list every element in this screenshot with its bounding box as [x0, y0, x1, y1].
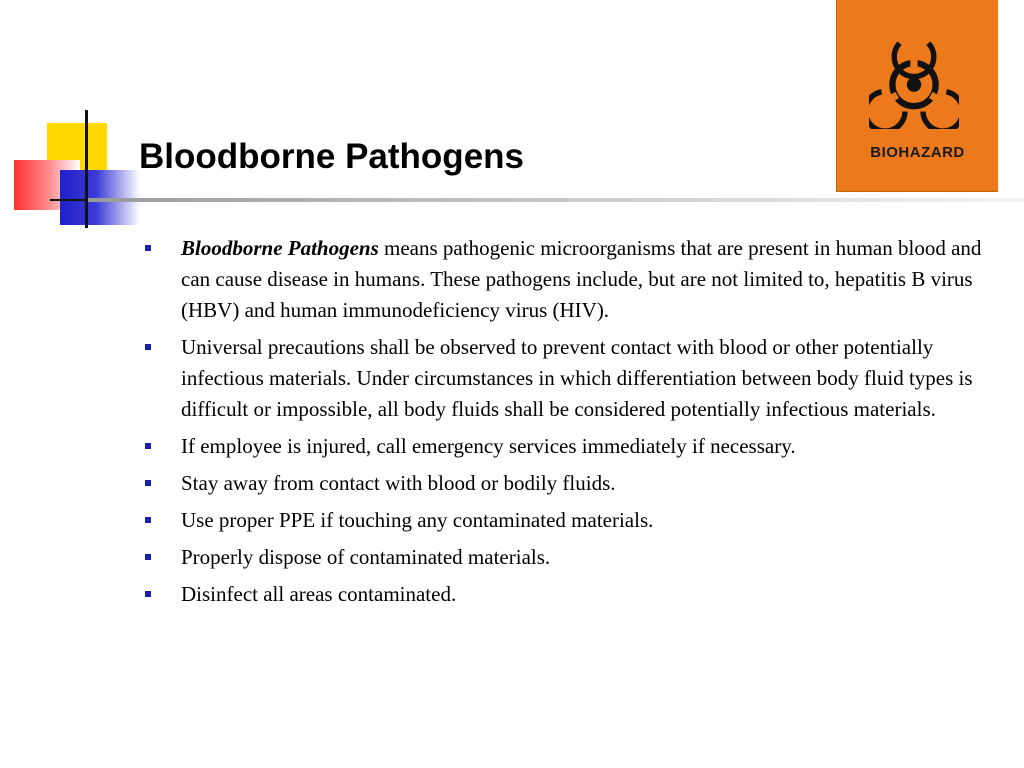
square-bullet-icon	[145, 591, 151, 597]
list-item	[140, 468, 1002, 499]
bullet-text: Disinfect all areas contaminated.	[181, 582, 457, 606]
biohazard-label: BIOHAZARD	[870, 144, 965, 161]
defined-term: Bloodborne Pathogens	[181, 236, 379, 260]
square-bullet-icon	[145, 443, 151, 449]
square-bullet-icon	[145, 517, 151, 523]
bullet-text: means pathogenic microorganisms that are present in human blood and can cause disease in humans. These pathogens include, but are not limited to, hepatitis B virus (HBV) and human immunodeficiency virus (HIV).	[181, 236, 982, 322]
title-underline	[88, 198, 1024, 202]
square-bullet-icon	[145, 554, 151, 560]
bullet-list	[140, 233, 1002, 616]
bullet-text: Properly dispose of contaminated materials.	[181, 545, 551, 569]
square-bullet-icon	[145, 344, 151, 350]
square-bullet-icon	[145, 480, 151, 486]
list-item	[140, 542, 1002, 573]
square-bullet-icon	[145, 245, 151, 251]
list-item	[140, 579, 1002, 610]
decor-vertical-line	[85, 110, 88, 228]
biohazard-sign	[836, 0, 998, 192]
list-item	[140, 431, 1002, 462]
bullet-text: Use proper PPE if touching any contaminated materials.	[181, 508, 654, 532]
bullet-text: Stay away from contact with blood or bodily fluids.	[181, 471, 616, 495]
bullet-text: Universal precautions shall be observed to prevent contact with blood or other potentially infectious materials. Under circumstances in which differentiation between body fluid types is difficult or impossible, all body fluids shall be considered potentially infectious materials.	[181, 335, 973, 421]
list-item	[140, 332, 1002, 425]
biohazard-icon	[869, 33, 959, 129]
slide-title: Bloodborne Pathogens	[139, 137, 524, 176]
list-item	[140, 233, 1002, 326]
list-item	[140, 505, 1002, 536]
bullet-text: If employee is injured, call emergency services immediately if necessary.	[181, 434, 796, 458]
